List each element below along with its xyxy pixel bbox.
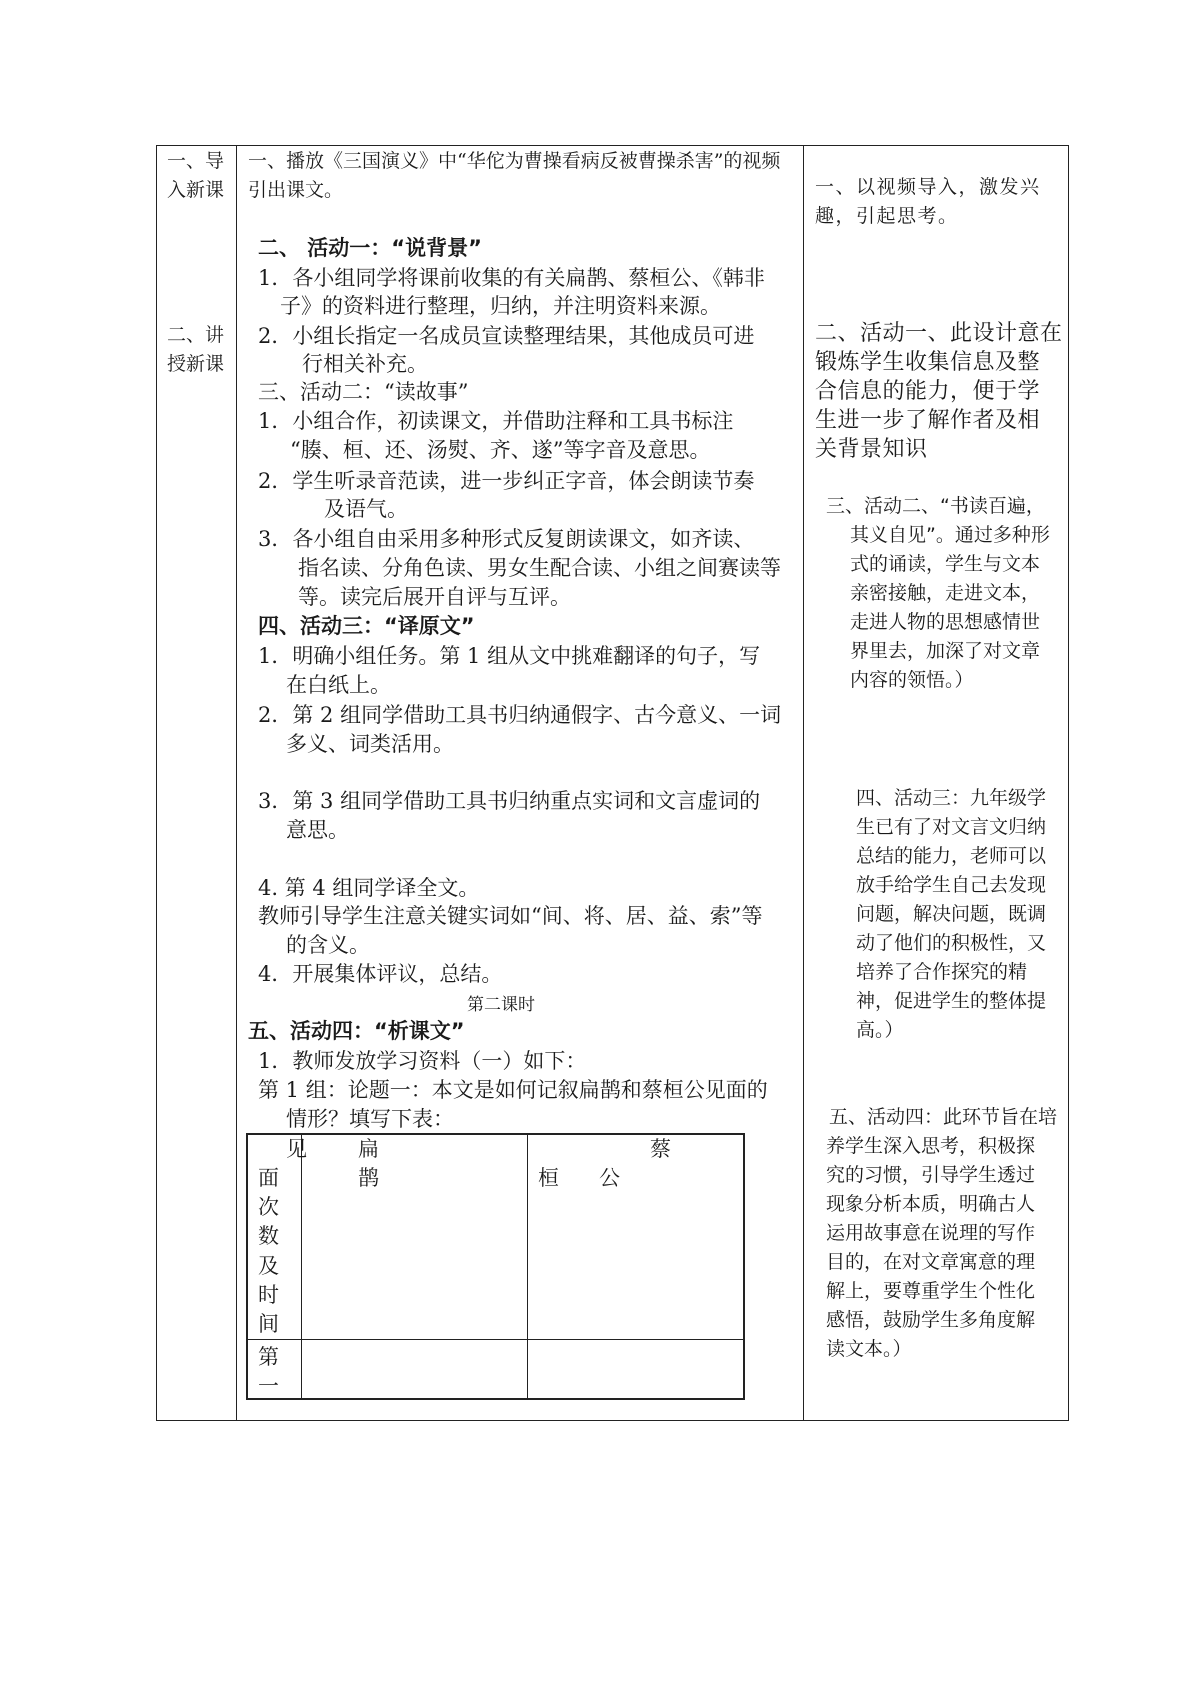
act3-line: 多义、词类活用。	[286, 732, 454, 756]
bianque-header: 鹊	[358, 1166, 379, 1190]
act4-line: 1．教师发放学习资料（一）如下：	[258, 1049, 587, 1073]
meeting-header: 面	[258, 1166, 279, 1190]
act2-line: 指名读、分角色读、男女生配合读、小组之间赛读等	[298, 556, 781, 580]
bianque-header: 扁	[358, 1137, 379, 1161]
act2-line: 等。读完后展开自评与互评。	[298, 585, 571, 609]
activity2-heading: 三、活动二：“读故事”	[258, 380, 469, 404]
meeting-header: 时	[258, 1283, 279, 1307]
meeting-header: 见	[286, 1137, 307, 1161]
act2-line: 1．小组合作，初读课文，并借助注释和工具书标注	[258, 409, 734, 433]
activity4-heading: 五、活动四：“析课文”	[248, 1019, 465, 1043]
caihuangong-header: 桓 公	[538, 1166, 621, 1190]
act3-line: 意思。	[286, 818, 349, 842]
meeting-header: 及	[258, 1254, 279, 1278]
activity1-heading: 二、 活动一：“说背景”	[258, 236, 482, 260]
act1-line: 2．小组长指定一名成员宣读整理结果，其他成员可进	[258, 324, 755, 348]
table-divider-2	[803, 145, 804, 1421]
lesson2-label: 第二课时	[467, 995, 535, 1015]
table-divider-1	[236, 145, 237, 1421]
act3-line: 3．第 3 组同学借助工具书归纳重点实词和文言虚词的	[258, 789, 761, 813]
act3-line: 的含义。	[286, 933, 370, 957]
meeting-header: 间	[258, 1312, 279, 1336]
act4-line: 第 1 组：论题一：本文是如何记叙扁鹊和蔡桓公见面的	[258, 1078, 768, 1102]
act4-line: 情形？填写下表：	[286, 1107, 454, 1131]
row-first: 第	[258, 1345, 279, 1369]
caihuangong-header: 蔡	[650, 1137, 671, 1161]
act2-line: 及语气。	[324, 497, 408, 521]
meeting-header: 数	[258, 1224, 279, 1248]
act3-line: 教师引导学生注意关键实词如“间、将、居、益、索”等	[258, 904, 763, 928]
table-border-bottom	[156, 1420, 1069, 1421]
table-border-top	[156, 145, 1069, 146]
act3-line: 1．明确小组任务。第 1 组从文中挑难翻译的句子，写	[258, 644, 761, 668]
activity3-heading: 四、活动三：“译原文”	[258, 614, 475, 638]
table-border-right	[1068, 145, 1069, 1421]
meeting-header: 次	[258, 1195, 279, 1219]
act2-line: 2．学生听录音范读，进一步纠正字音，体会朗读节奏	[258, 469, 755, 493]
act3-line: 4. 第 4 组同学译全文。	[258, 876, 480, 900]
act3-line: 在白纸上。	[286, 673, 391, 697]
table-border-left	[156, 145, 157, 1421]
act3-line: 2．第 2 组同学借助工具书归纳通假字、古今意义、一词	[258, 703, 782, 727]
row-first: 一	[258, 1374, 279, 1398]
act3-line: 4．开展集体评议，总结。	[258, 962, 503, 986]
act1-line: 1．各小组同学将课前收集的有关扁鹊、蔡桓公、《韩非	[258, 266, 765, 290]
act2-line: “腠、桓、还、汤熨、齐、遂”等字音及意思。	[290, 438, 711, 462]
act1-line: 子》的资料进行整理，归纳，并注明资料来源。	[280, 294, 721, 318]
act1-line: 行相关补充。	[302, 352, 428, 376]
act2-line: 3．各小组自由采用多种形式反复朗读课文，如齐读、	[258, 527, 755, 551]
